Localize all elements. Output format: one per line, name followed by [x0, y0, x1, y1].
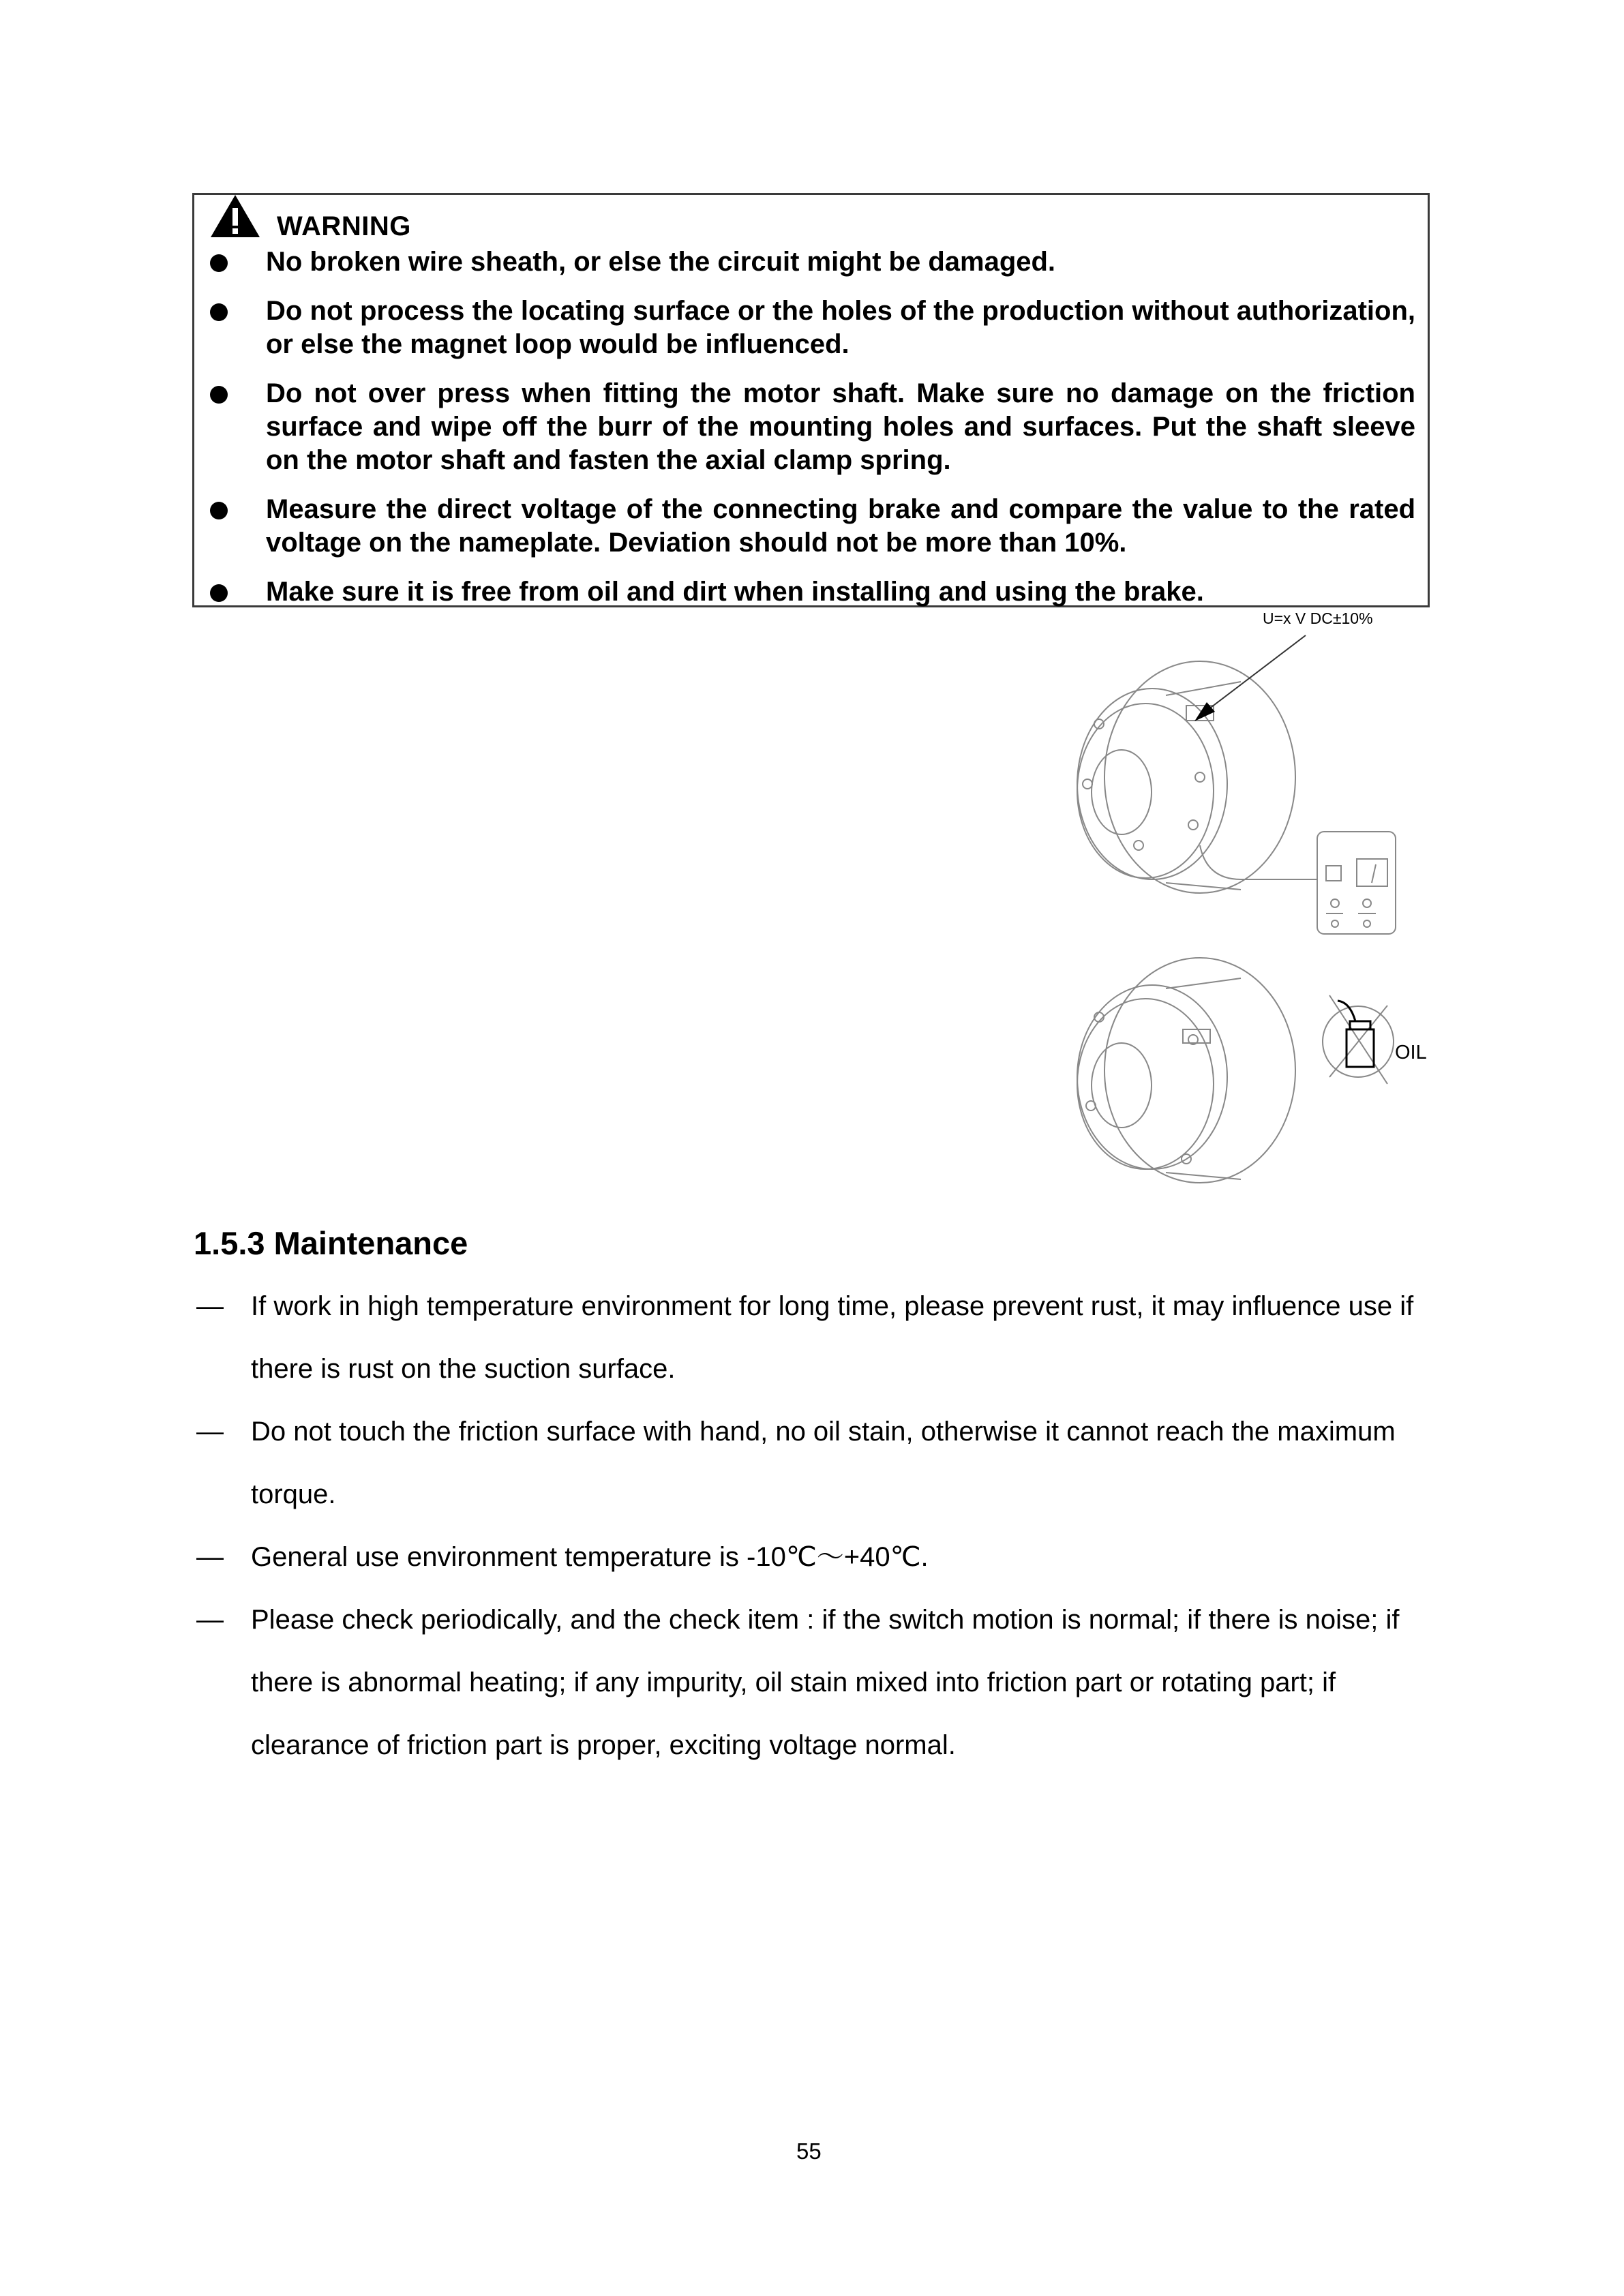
maintenance-item-text: Please check periodically, and the check item : if the switch motion is normal; if there is noise; if there is abnormal heating; if any impurity, oil stain mixed into friction part or rotating part; if clearance of friction part is proper, exciting voltage normal.	[251, 1605, 1400, 1760]
voltage-label: U=x V DC±10%	[1263, 609, 1373, 627]
bullet-icon	[210, 386, 228, 404]
brake-oil-illustration	[1064, 954, 1418, 1186]
warning-item	[205, 245, 1415, 279]
warning-item-text: Measure the direct voltage of the connecting brake and compare the value to the rated voltage on the nameplate. Deviation should not be more than 10%.	[266, 494, 1415, 558]
maintenance-item	[194, 1400, 1421, 1526]
warning-item-text: No broken wire sheath, or else the circuit might be damaged.	[266, 247, 1056, 277]
maintenance-item-text: Do not touch the friction surface with hand, no oil stain, otherwise it cannot reach the maximum torque.	[251, 1417, 1396, 1509]
bullet-icon	[210, 584, 228, 602]
maintenance-item	[194, 1526, 1421, 1588]
section-title: 1.5.3 Maintenance	[194, 1225, 468, 1261]
maintenance-item	[194, 1275, 1421, 1400]
bullet-icon	[210, 254, 228, 272]
warning-item	[205, 493, 1415, 560]
dash-icon: —	[196, 1605, 224, 1635]
dash-icon: —	[196, 1291, 224, 1321]
warning-item-text: Make sure it is free from oil and dirt when installing and using the brake.	[266, 577, 1204, 607]
warning-title: WARNING	[277, 211, 411, 241]
warning-item-text: Do not process the locating surface or the holes of the production without authorization, or else the magnet loop would be influenced.	[266, 296, 1415, 359]
brake-voltage-illustration	[1064, 620, 1418, 941]
dash-icon: —	[196, 1417, 224, 1447]
page-number: 55	[796, 2139, 822, 2164]
maintenance-item	[194, 1588, 1421, 1777]
bullet-icon	[210, 502, 228, 519]
warning-item	[205, 377, 1415, 477]
warning-item	[205, 575, 1415, 609]
warning-item	[205, 294, 1415, 361]
bullet-icon	[210, 303, 228, 321]
oil-label: OIL	[1395, 1042, 1427, 1063]
maintenance-item-text: General use environment temperature is -10℃～+40℃.	[251, 1542, 929, 1572]
maintenance-list	[194, 1275, 1421, 1777]
maintenance-item-text: If work in high temperature environment for long time, please prevent rust, it may influence use if there is rust on the suction surface.	[251, 1291, 1414, 1384]
warning-item-text: Do not over press when fitting the motor shaft. Make sure no damage on the friction surface and wipe off the burr of the mounting holes and surfaces. Put the shaft sleeve on the motor shaft and fasten the axial clamp spring.	[266, 378, 1415, 475]
warning-icon	[209, 193, 262, 239]
warning-list	[205, 245, 1415, 624]
dash-icon: —	[196, 1542, 224, 1572]
